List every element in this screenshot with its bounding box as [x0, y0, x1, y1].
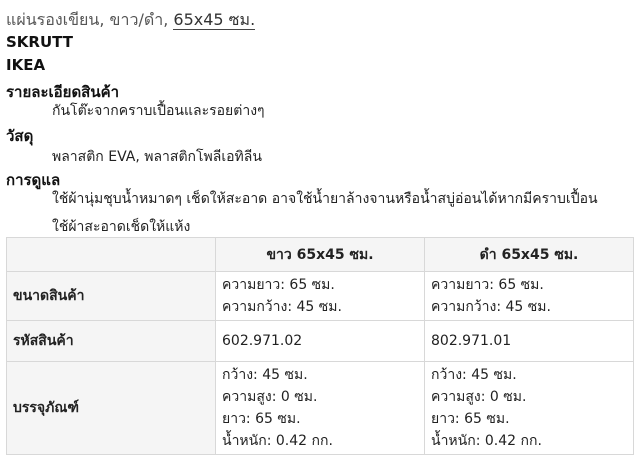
cell-line: ความสูง: 0 ซม. — [222, 389, 318, 405]
cell-line: 602.971.02 — [222, 333, 303, 349]
cell-line: ความสูง: 0 ซม. — [431, 389, 527, 405]
row-label-article-number: รหัสสินค้า — [7, 321, 216, 362]
cell-line: ยาว: 65 ซม. — [222, 411, 301, 427]
table-corner-cell — [7, 238, 216, 272]
cell-line: ความกว้าง: 45 ซม. — [222, 299, 342, 315]
cell-line: กว้าง: 45 ซม. — [222, 367, 308, 383]
cell-line: ความยาว: 65 ซม. — [431, 277, 544, 293]
cell-line: ความกว้าง: 45 ซม. — [431, 299, 551, 315]
table-row — [7, 321, 634, 362]
table-row — [7, 362, 634, 455]
cell-line: น้ำหนัก: 0.42 กก. — [431, 433, 542, 449]
table-cell — [425, 272, 634, 321]
cell-line: น้ำหนัก: 0.42 กก. — [222, 433, 333, 449]
table-header-row — [7, 238, 634, 272]
product-name: SKRUTT — [6, 33, 73, 51]
cell-line: 802.971.01 — [431, 333, 512, 349]
cell-line: ความยาว: 65 ซม. — [222, 277, 335, 293]
table-cell — [216, 321, 425, 362]
material-text: พลาสติก EVA, พลาสติกโพลีเอทิลีน — [52, 149, 262, 165]
material-heading: วัสดุ — [6, 127, 34, 145]
table-row — [7, 272, 634, 321]
care-text-line2: ใช้ผ้าสะอาดเช็ดให้แห้ง — [52, 219, 191, 235]
table-cell — [425, 362, 634, 455]
row-label-product-size: ขนาดสินค้า — [7, 272, 216, 321]
title-text: แผ่นรองเขียน, ขาว/ดำ, — [6, 10, 169, 29]
cell-line: กว้าง: 45 ซม. — [431, 367, 517, 383]
column-header-white: ขาว 65x45 ซม. — [216, 238, 425, 272]
table-cell — [425, 321, 634, 362]
table-cell — [216, 362, 425, 455]
details-heading: รายละเอียดสินค้า — [6, 83, 120, 101]
brand-name: IKEA — [6, 56, 46, 74]
column-header-black: ดำ 65x45 ซม. — [425, 238, 634, 272]
spec-table — [6, 237, 634, 455]
care-text-line1: ใช้ผ้านุ่มชุบน้ำหมาดๆ เช็ดให้สะอาด อาจใช้น้ำยาล้างจานหรือน้ำสบู่อ่อนได้หากมีคราบเปื้อน — [52, 191, 598, 207]
title-size: 65x45 ซม. — [173, 10, 256, 29]
cell-line: ยาว: 65 ซม. — [431, 411, 510, 427]
table-cell — [216, 272, 425, 321]
row-label-package: บรรจุภัณฑ์ — [7, 362, 216, 455]
care-heading: การดูแล — [6, 171, 61, 189]
details-text: กันโต๊ะจากคราบเปื้อนและรอยต่างๆ — [52, 103, 265, 119]
page-title — [6, 8, 255, 33]
